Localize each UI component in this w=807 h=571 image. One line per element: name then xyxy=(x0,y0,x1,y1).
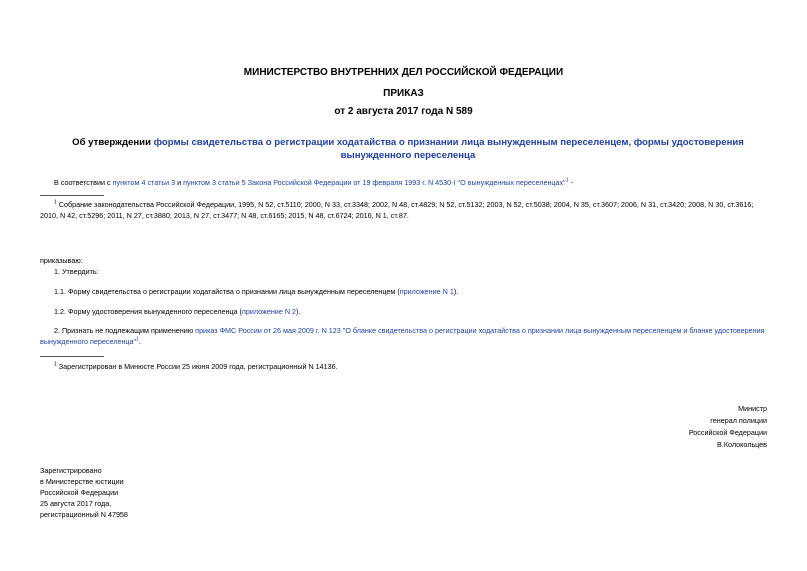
signature-line-2: генерал полиции xyxy=(710,416,767,425)
ministry-heading: МИНИСТЕРСТВО ВНУТРЕННИХ ДЕЛ РОССИЙСКОЙ ФЕДЕРАЦИИ xyxy=(243,67,564,78)
appendix-2-link[interactable]: приложение N 2 xyxy=(241,307,297,316)
fms-order-link[interactable]: приказ ФМС России от 26 мая 2009 г. N 123 "О бланке свидетельства о регистрации ходатайства о признании лица вынужденным переселенцем и бланке удостоверения вынужденного переселенца" xyxy=(40,326,765,346)
signature-line-4: В.Колокольцев xyxy=(717,440,767,449)
document-title xyxy=(58,136,758,162)
title-prefix: Об утверждении xyxy=(72,137,154,148)
item-1: 1. Утвердить: xyxy=(54,267,99,276)
doc-type-heading: ПРИКАЗ xyxy=(383,88,424,99)
footnote-1-text: Собрание законодательства Российской Федерации, 1995, N 52, ст.5110; 2000, N 33, ст.3348; 2002, N 48, ст.4829; N 52, ст.5132; 2003, N 52, ст.5038; 2004, N 35, ст.3607; 2006, N 31, ст.3420; 2008, N 30, ст.3616; 2010, N 42, ст.5296; 2011, N 27, ст.3880; 2013, N 27, ст.3477; N 48, ст.6165; 2015, N 48, ст.6724; 2016, N 1, ст.87. xyxy=(40,200,754,220)
registration-line-5: регистрационный N 47958 xyxy=(40,510,128,519)
date-number-heading: от 2 августа 2017 года N 589 xyxy=(334,106,473,117)
item-1-2-text: 1.2. Форму удостоверения вынужденного переселенца ( xyxy=(54,307,242,316)
preamble-footnote-mark[interactable]: 1 xyxy=(565,177,569,184)
preamble-tail: - xyxy=(568,178,573,187)
footnote-2 xyxy=(54,361,338,372)
signature-line-3: Российской Федерации xyxy=(688,428,767,437)
signature-block xyxy=(560,403,767,451)
preamble-text1: В соответствии с xyxy=(54,178,113,187)
item-1-1-text: 1.1. Форму свидетельства о регистрации ходатайства о признании лица вынужденным переселенцем ( xyxy=(54,287,400,296)
preamble-link1[interactable]: пунктом 4 статьи 3 xyxy=(112,178,176,187)
item-2 xyxy=(40,325,768,347)
preamble-link2[interactable]: пунктом 3 статьи 5 Закона Российской Федерации от 19 февраля 1993 г. N 4530-I "О вынужденных переселенцах" xyxy=(183,178,566,187)
footnote-2-text: Зарегистрирован в Минюсте России 25 июня 2009 года, регистрационный N 14136. xyxy=(56,362,338,371)
item-1-1-end: ). xyxy=(453,287,459,296)
prikazyvayu: приказываю: xyxy=(40,256,83,265)
footnote-1-mark: 1 xyxy=(54,199,57,206)
registration-line-4: 25 августа 2017 года, xyxy=(40,499,112,508)
appendix-1-link[interactable]: приложение N 1 xyxy=(399,287,454,296)
footnote-2-mark: 1 xyxy=(54,361,57,368)
item-2-text: 2. Признать не подлежащим применению xyxy=(54,326,196,335)
footnote-divider-1 xyxy=(40,195,104,196)
footnote-1 xyxy=(40,199,766,221)
item-2-end: . xyxy=(138,337,141,346)
item-1-2 xyxy=(54,306,300,317)
item-2-footnote-mark[interactable]: 1 xyxy=(136,336,139,343)
signature-line-1: Министр xyxy=(738,404,767,413)
item-1-2-end: ). xyxy=(296,307,301,316)
footnote-divider-2 xyxy=(40,356,104,357)
preamble xyxy=(54,177,573,188)
registration-line-1: Зарегистрировано xyxy=(40,466,102,475)
registration-block xyxy=(40,465,128,520)
preamble-text2: и xyxy=(175,178,184,187)
item-1-1 xyxy=(54,286,458,297)
registration-line-2: в Министерстве юстиции xyxy=(40,477,124,486)
registration-line-3: Российской Федерации xyxy=(40,488,119,497)
title-link[interactable]: формы свидетельства о регистрации ходатайства о признании лица вынужденным переселенцем, формы удостоверения вынужденного переселенца xyxy=(153,137,744,161)
